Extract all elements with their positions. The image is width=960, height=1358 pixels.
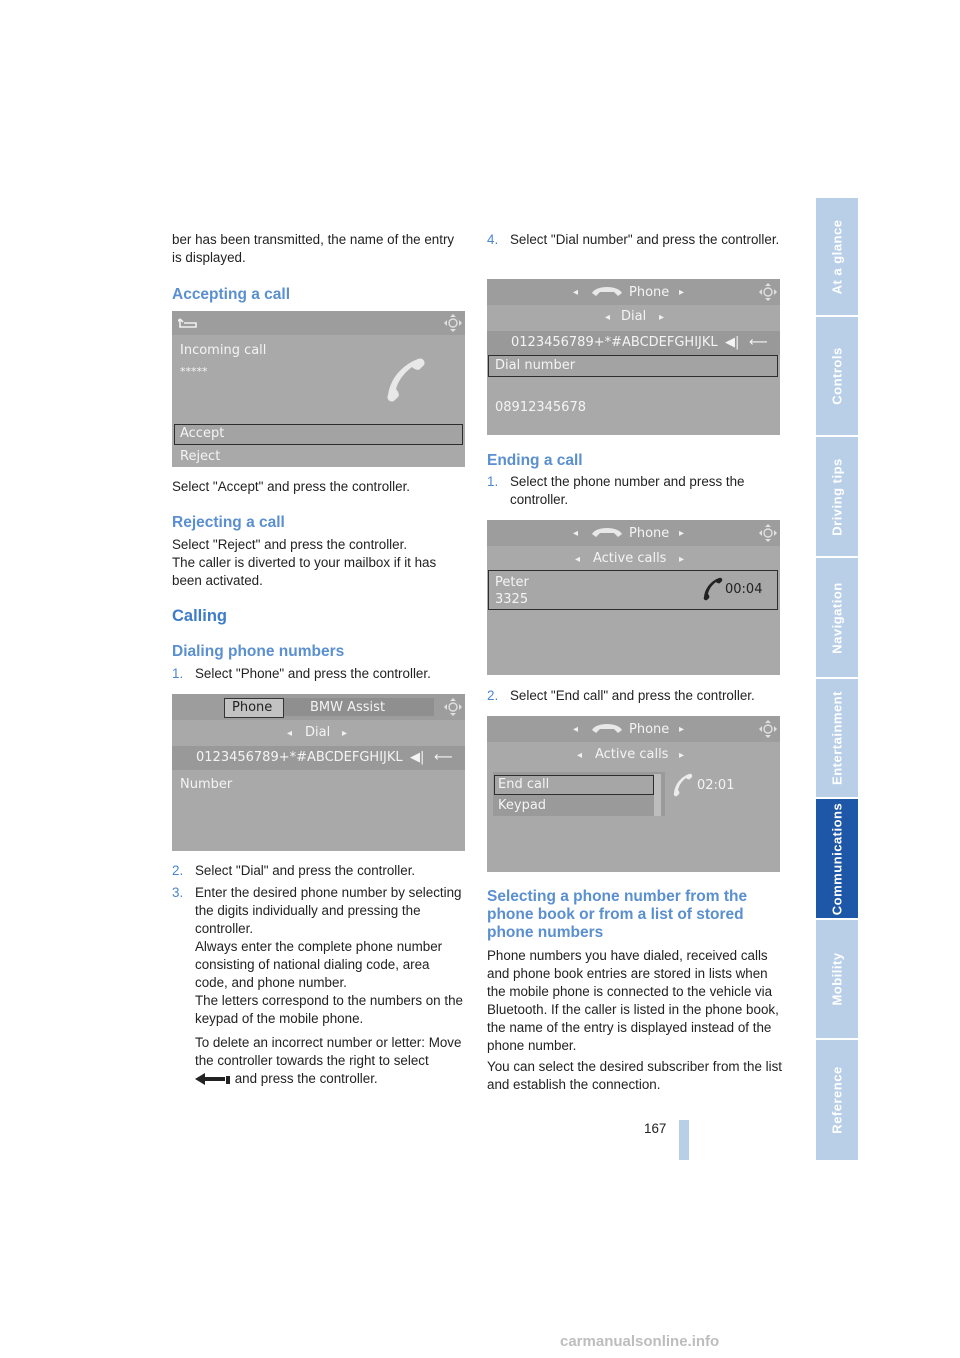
step-number: 1.: [487, 474, 499, 489]
selecting-paragraph-2: You can select the desired subscriber from the list and establish the connection.: [487, 1059, 782, 1092]
call-duration: 00:04: [725, 582, 763, 597]
tab-at-a-glance[interactable]: At a glance: [816, 198, 858, 315]
screen-end-call: [487, 716, 780, 872]
page-marker: [679, 1120, 689, 1160]
end-call-label: End call: [498, 777, 550, 792]
tab-entertainment[interactable]: Entertainment: [816, 679, 858, 797]
dial-label: Dial: [621, 309, 647, 324]
speaker-icon: ◀|: [410, 750, 425, 765]
screen-incoming-call: [172, 311, 465, 467]
arrow-right-icon: ▸: [342, 728, 348, 739]
digit-speller[interactable]: 0123456789+*#ABCDEFGHIJKL: [196, 750, 403, 765]
delete-arrow-icon: [195, 1073, 231, 1085]
active-calls-label: Active calls: [593, 551, 667, 566]
screen-active-calls: [487, 520, 780, 675]
arrow-left-icon: ◂: [287, 728, 293, 739]
step-3-delete-text: To delete an incorrect number or letter: Move the controller towards the right to select and press the controller.: [195, 1035, 462, 1086]
end-step-2-text: Select "End call" and press the controller.: [510, 688, 755, 703]
controller-icon: [444, 698, 462, 716]
arrow-right-icon: ▸: [659, 312, 665, 323]
phone-handset-icon: [590, 524, 624, 538]
caller-stars: *****: [180, 365, 208, 378]
phone-handset-icon: [590, 720, 624, 734]
phone-label: Phone: [629, 526, 670, 541]
back-icon: [178, 317, 198, 329]
tab-controls[interactable]: Controls: [816, 317, 858, 435]
entered-number: 08912345678: [495, 400, 586, 415]
phone-label: Phone: [629, 722, 670, 737]
speaker-icon: ◀|: [725, 335, 740, 350]
delete-arrow-icon[interactable]: ⟵: [749, 335, 768, 350]
phone-handset-icon: [590, 283, 624, 297]
phone-handset-icon: [384, 355, 428, 403]
digit-speller[interactable]: 0123456789+*#ABCDEFGHIJKL: [511, 335, 718, 350]
arrow-left-icon: ◂: [605, 312, 611, 323]
end-step-2: [487, 687, 787, 705]
accept-instruction: Select "Accept" and press the controller.: [172, 479, 411, 494]
step-4-text: Select "Dial number" and press the controller.: [510, 232, 780, 247]
end-step-1: [487, 473, 777, 509]
selecting-paragraph-1: Phone numbers you have dialed, received calls and phone book entries are stored in lists when the mobile phone is connected to the vehicle via Bluetooth. If the caller is listed in the phone book, the name of the entry is displayed instead of the phone number.: [487, 948, 779, 1053]
watermark: carmanualsonline.info: [560, 1333, 720, 1350]
caller-name: Peter: [495, 575, 529, 590]
arrow-right-icon: ▸: [679, 287, 685, 298]
phone-handset-icon: [671, 772, 693, 798]
controller-icon: [444, 314, 462, 332]
step-number: 3.: [172, 885, 184, 900]
page-number: 167: [644, 1121, 667, 1136]
controller-icon: [759, 283, 777, 301]
controller-icon: [759, 524, 777, 542]
heading-ending-call: Ending a call: [487, 452, 583, 469]
step-4: [487, 231, 782, 249]
heading-dialing: Dialing phone numbers: [172, 643, 345, 660]
reject-instruction: Select "Reject" and press the controller. The caller is diverted to your mailbox if it has been activated.: [172, 537, 437, 588]
dial-number-label: Dial number: [495, 358, 576, 373]
step-number: 2.: [487, 688, 499, 703]
delete-arrow-icon[interactable]: ⟵: [434, 750, 453, 765]
step-3: [172, 884, 464, 1088]
arrow-right-icon: ▸: [679, 750, 685, 761]
heading-selecting-number: Selecting a phone number from the phone book or from a list of stored phone numbers: [487, 888, 748, 941]
dial-label: Dial: [305, 725, 331, 740]
step-number: 4.: [487, 232, 499, 247]
intro-text: ber has been transmitted, the name of the entry is displayed.: [172, 232, 455, 265]
step-3-text: Enter the desired phone number by selecting the digits individually and pressing the controller. Always enter the complete phone number consisting of national dialing code, area code, and phone number. The letters correspond to the numbers on the keypad of the mobile phone.: [195, 885, 463, 1026]
step-1-text: Select "Phone" and press the controller.: [195, 666, 431, 681]
heading-accepting-call: Accepting a call: [172, 286, 291, 303]
step-number: 2.: [172, 863, 184, 878]
controller-icon: [759, 720, 777, 738]
step-number: 1.: [172, 666, 184, 681]
arrow-left-icon: ◂: [577, 750, 583, 761]
heading-rejecting-call: Rejecting a call: [172, 514, 285, 531]
menu-scrollbar[interactable]: [654, 774, 661, 816]
call-duration: 02:01: [697, 778, 735, 793]
phone-label: Phone: [629, 285, 670, 300]
step-1: [172, 665, 472, 683]
active-calls-label: Active calls: [595, 747, 669, 762]
arrow-left-icon: ◂: [573, 528, 579, 539]
tab-bmw-assist-label: BMW Assist: [310, 700, 386, 715]
heading-calling: Calling: [172, 607, 228, 625]
arrow-right-icon: ▸: [679, 554, 685, 565]
arrow-right-icon: ▸: [679, 528, 685, 539]
arrow-left-icon: ◂: [573, 287, 579, 298]
tab-driving-tips[interactable]: Driving tips: [816, 437, 858, 556]
screen-phone-dial: [172, 694, 465, 851]
arrow-right-icon: ▸: [679, 724, 685, 735]
number-label: Number: [180, 777, 233, 792]
step-2: [172, 862, 472, 880]
incoming-call-label: Incoming call: [180, 343, 267, 358]
reject-label: Reject: [180, 449, 221, 464]
keypad-label[interactable]: Keypad: [498, 798, 547, 813]
tab-reference[interactable]: Reference: [816, 1040, 858, 1160]
step-2-text: Select "Dial" and press the controller.: [195, 863, 416, 878]
screen-dial-number: [487, 279, 780, 435]
accept-label: Accept: [180, 426, 225, 441]
arrow-left-icon: ◂: [573, 724, 579, 735]
tab-mobility[interactable]: Mobility: [816, 920, 858, 1038]
caller-number: 3325: [495, 592, 529, 607]
end-step-1-text: Select the phone number and press the controller.: [510, 474, 745, 507]
tab-communications[interactable]: Communications: [816, 799, 858, 918]
chapter-tabs: [816, 198, 858, 1160]
tab-navigation[interactable]: Navigation: [816, 558, 858, 677]
phone-handset-icon: [701, 576, 723, 602]
arrow-left-icon: ◂: [575, 554, 581, 565]
tab-phone-label: Phone: [232, 700, 273, 715]
